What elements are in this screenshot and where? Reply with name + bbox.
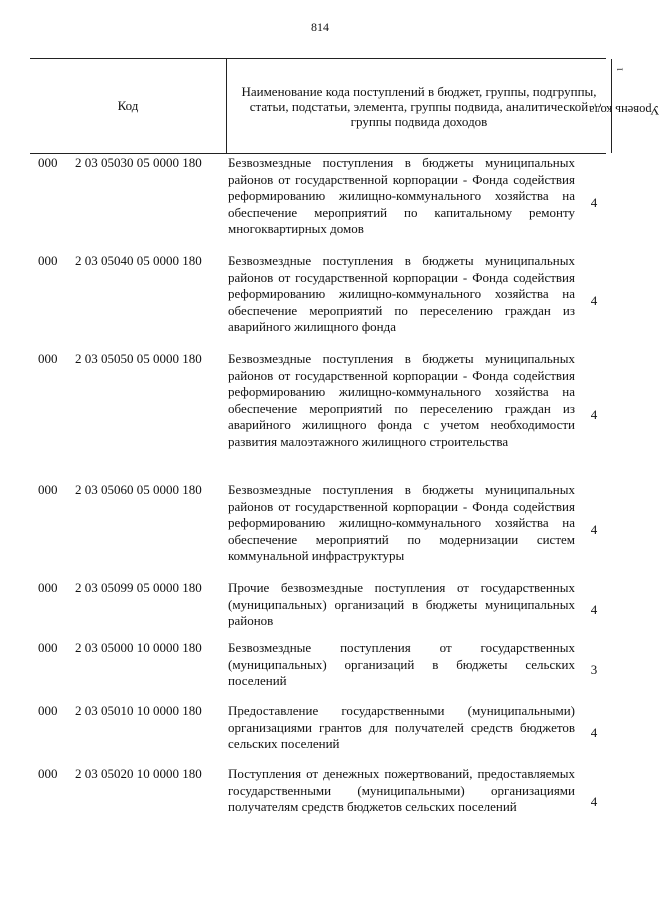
code-level: 4: [590, 522, 598, 537]
admin-code: 000: [38, 766, 58, 781]
admin-code: 000: [38, 253, 58, 268]
admin-code: 000: [38, 155, 58, 170]
admin-code: 000: [38, 640, 58, 655]
income-name: Поступления от денежных пожертвований, предоставляемых государственными (муниципальными) организациями получателям средств бюджетов сельских поселений: [228, 766, 575, 814]
income-name: Безвозмездные поступления от государственных (муниципальных) организаций в бюджеты сельских поселений: [228, 640, 575, 688]
header-level-footnote: 1: [615, 67, 625, 72]
income-code: 2 03 05010 10 0000 180: [75, 703, 202, 718]
header-level: [589, 59, 660, 153]
header-code: Код: [30, 59, 227, 153]
income-code: 2 03 05099 05 0000 180: [75, 580, 202, 595]
table-header: [30, 58, 660, 154]
income-code: 2 03 05020 10 0000 180: [75, 766, 202, 781]
income-name: Безвозмездные поступления в бюджеты муниципальных районов от государственной корпорации - Фонда содействия реформированию жилищно-коммунального хозяйства на обеспечение мероприятий по модернизации систем коммунальной инфраструктуры: [228, 482, 575, 563]
code-level: 4: [590, 602, 598, 617]
income-code: 2 03 05030 05 0000 180: [75, 155, 202, 170]
page-number: 814: [311, 20, 329, 34]
admin-code: 000: [38, 351, 58, 366]
income-name: Безвозмездные поступления в бюджеты муниципальных районов от государственной корпорации - Фонда содействия реформированию жилищно-коммунального хозяйства на обеспечение мероприятий по капитальному ремонту многоквартирных домов: [228, 155, 575, 236]
code-level: 4: [590, 195, 598, 210]
admin-code: 000: [38, 580, 58, 595]
code-level: 3: [590, 662, 598, 677]
code-level: 4: [590, 794, 598, 809]
code-level: 4: [590, 725, 598, 740]
code-level: 4: [590, 293, 598, 308]
income-code: 2 03 05000 10 0000 180: [75, 640, 202, 655]
income-name: Предоставление государственными (муниципальными) организациями грантов для получателей средств бюджетов сельских поселений: [228, 703, 575, 751]
header-level-label: Уровень кода: [589, 103, 660, 118]
admin-code: 000: [38, 703, 58, 718]
header-name: Наименование кода поступлений в бюджет, группы, подгруппы, статьи, подстатьи, элемента, группы подвида, аналитической группы подвида доходов: [227, 59, 612, 153]
income-code: 2 03 05060 05 0000 180: [75, 482, 202, 497]
income-name: Прочие безвозмездные поступления от государственных (муниципальных) организаций в бюджеты муниципальных районов: [228, 580, 575, 628]
income-code: 2 03 05040 05 0000 180: [75, 253, 202, 268]
admin-code: 000: [38, 482, 58, 497]
income-name: Безвозмездные поступления в бюджеты муниципальных районов от государственной корпорации - Фонда содействия реформированию жилищно-коммунального хозяйства на обеспечение мероприятий по переселению граждан из аварийного жилищного фонда с учетом необходимости развития малоэтажного жилищного строительства: [228, 351, 575, 449]
code-level: 4: [590, 407, 598, 422]
income-code: 2 03 05050 05 0000 180: [75, 351, 202, 366]
income-name: Безвозмездные поступления в бюджеты муниципальных районов от государственной корпорации - Фонда содействия реформированию жилищно-коммунального хозяйства на обеспечение мероприятий по переселению граждан из аварийного жилищного фонда: [228, 253, 575, 334]
